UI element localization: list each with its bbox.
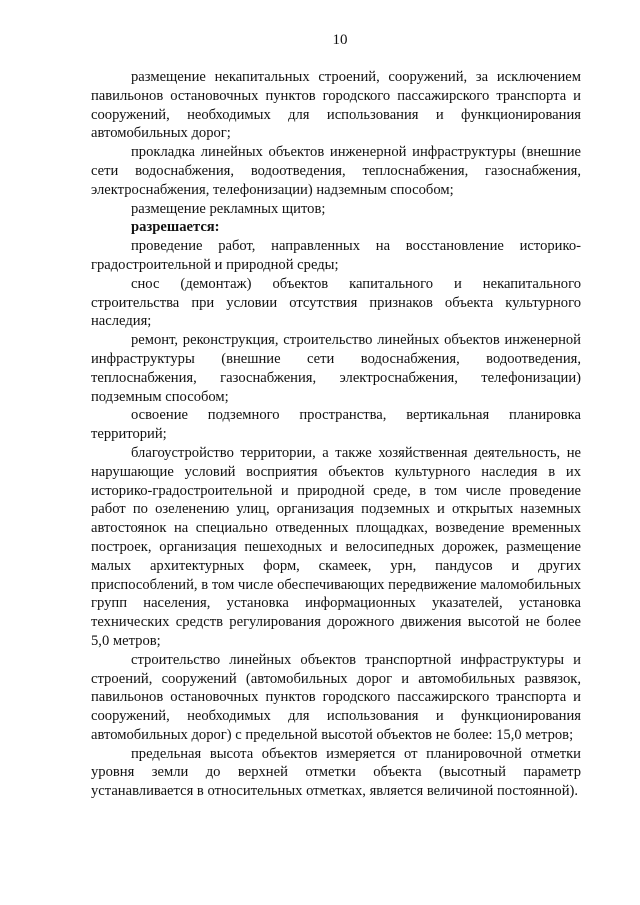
page-number: 10 xyxy=(332,32,348,48)
section-heading-permitted: разрешается: xyxy=(131,219,220,236)
paragraph-underground-space: освоение подземного пространства, вертикальная планировка территорий; xyxy=(91,407,581,443)
paragraph-demolition: снос (демонтаж) объектов капитального и некапитального строительства при условии отсутствия признаков объекта культурного наследия; xyxy=(91,275,581,330)
paragraph-nonpermanent-structures: размещение некапитальных строений, сооружений, за исключением павильонов остановочных пунктов городского пассажирского транспорта и сооружений, необходимых для использования и функционирования автомобильных дорог; xyxy=(91,69,581,142)
paragraph-aboveground-utilities: прокладка линейных объектов инженерной инфраструктуры (внешние сети водоснабжения, водоотведения, теплоснабжения, газоснабжения, электроснабжения, телефонизации) надземным способом; xyxy=(91,144,581,198)
paragraph-underground-utilities: ремонт, реконструкция, строительство линейных объектов инженерной инфраструктуры (внешние сети водоснабжения, водоотведения, теплоснабжения, газоснабжения, электроснабжения, телефонизации) подземным способом; xyxy=(91,332,581,405)
paragraph-billboards: размещение рекламных щитов; xyxy=(131,200,326,217)
paragraph-height-measurement: предельная высота объектов измеряется от планировочной отметки уровня земли до верхней отметки объекта (высотный параметр устанавливается в относительных отметках, является величиной постоянной). xyxy=(91,745,581,800)
paragraph-landscaping: благоустройство территории, а также хозяйственная деятельность, не нарушающие условий восприятия объектов культурного наследия в их историко-градостроительной и природной среде, в том числе проведение работ по озеленению улиц, организация подземных и открытых наземных автостоянок на специально отведенных площадках, возведение временных построек, организация пешеходных и велосипедных дорожек, размещение малых архитектурных форм, скамеек, урн, пандусов и других приспособлений, в том числе обеспечивающих передвижение маломобильных групп населения, установка информационных указателей, установка технических средств регулирования дорожного движения высотой не более 5,0 метров; xyxy=(91,444,581,649)
document-body xyxy=(91,68,581,801)
paragraph-transport-infrastructure: строительство линейных объектов транспортной инфраструктуры и строений, сооружений (автомобильных дорог и автомобильных развязок, павильонов остановочных пунктов городского пассажирского транспорта и сооружений, необходимых для использования и функционирования автомобильных дорог) с предельной высотой объектов не более: 15,0 метров; xyxy=(91,651,581,743)
paragraph-restoration-works: проведение работ, направленных на восстановление историко-градостроительной и природной среды; xyxy=(91,238,581,273)
